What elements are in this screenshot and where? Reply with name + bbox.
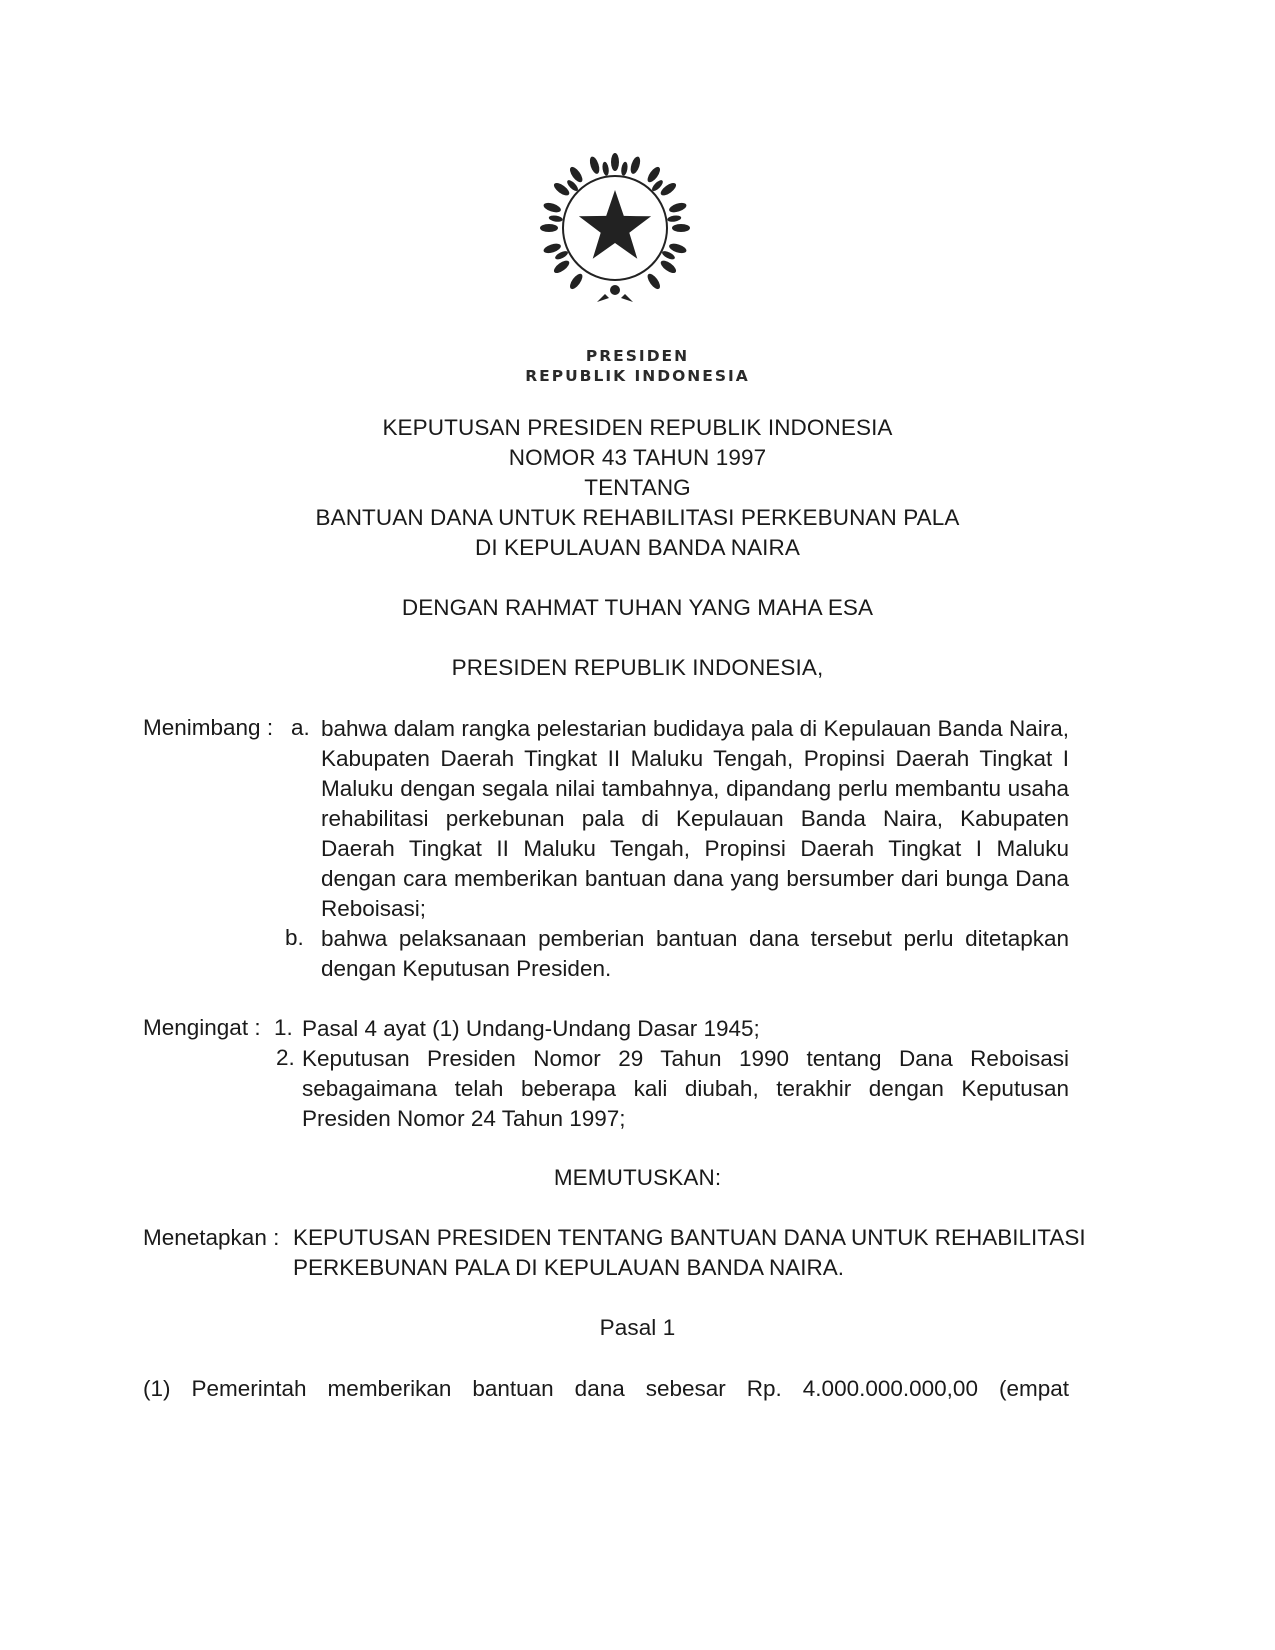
- menetapkan-text-line-2: PERKEBUNAN PALA DI KEPULAUAN BANDA NAIRA.: [293, 1255, 845, 1280]
- pasal-1-heading: Pasal 1: [599, 1315, 676, 1340]
- decree-subject-line-1: BANTUAN DANA UNTUK REHABILITASI PERKEBUNAN PALA: [315, 505, 960, 530]
- menetapkan-label: Menetapkan :: [143, 1225, 280, 1250]
- emblem-caption-republik-indonesia: REPUBLIK INDONESIA: [525, 367, 750, 385]
- decree-subject-line-2: DI KEPULAUAN BANDA NAIRA: [475, 535, 800, 560]
- memutuskan-heading: MEMUTUSKAN:: [553, 1165, 722, 1190]
- menimbang-item-a-marker: a.: [291, 715, 310, 740]
- decree-title-line-1: KEPUTUSAN PRESIDEN REPUBLIK INDONESIA: [382, 415, 893, 440]
- pasal-1-clause-1: (1) Pemerintah memberikan bantuan dana sebesar Rp. 4.000.000.000,00 (empat: [143, 1376, 1069, 1401]
- mengingat-item-2-text: Keputusan Presiden Nomor 29 Tahun 1990 tentang Dana Reboisasi sebagaimana telah beberapa kali diubah, terakhir dengan Keputusan Presiden Nomor 24 Tahun 1997;: [302, 1046, 1069, 1131]
- mengingat-item-1-marker: 1.: [274, 1015, 293, 1040]
- menimbang-item-b-marker: b.: [285, 925, 304, 950]
- menimbang-item-a-text: bahwa dalam rangka pelestarian budidaya pala di Kepulauan Banda Naira, Kabupaten Daerah Tingkat II Maluku Tengah, Propinsi Daerah Tingkat I Maluku dengan segala nilai tambahnya, dipandang perlu membantu usaha rehabilitasi perkebunan pala di Kepulauan Banda Naira, Kabupaten Daerah Tingkat II Maluku Tengah, Propinsi Daerah Tingkat I Maluku dengan cara memberikan bantuan dana yang bersumber dari bunga Dana Reboisasi;: [321, 716, 1069, 921]
- mengingat-item-1-text: Pasal 4 ayat (1) Undang-Undang Dasar 1945;: [302, 1016, 760, 1041]
- issuer-line: PRESIDEN REPUBLIK INDONESIA,: [451, 655, 824, 680]
- mengingat-item-2-marker: 2.: [276, 1045, 295, 1070]
- decree-tentang-line: TENTANG: [584, 475, 691, 500]
- blessing-line: DENGAN RAHMAT TUHAN YANG MAHA ESA: [401, 595, 874, 620]
- menetapkan-text-line-1: KEPUTUSAN PRESIDEN TENTANG BANTUAN DANA UNTUK REHABILITASI: [293, 1225, 1086, 1250]
- emblem-caption-presiden: PRESIDEN: [585, 347, 690, 365]
- menimbang-item-b-text: bahwa pelaksanaan pemberian bantuan dana tersebut perlu ditetapkan dengan Keputusan Presiden.: [321, 926, 1069, 981]
- decree-number-line: NOMOR 43 TAHUN 1997: [508, 445, 767, 470]
- presidential-emblem-icon: [535, 148, 695, 308]
- menimbang-label: Menimbang :: [143, 715, 274, 740]
- mengingat-label: Mengingat :: [143, 1015, 261, 1040]
